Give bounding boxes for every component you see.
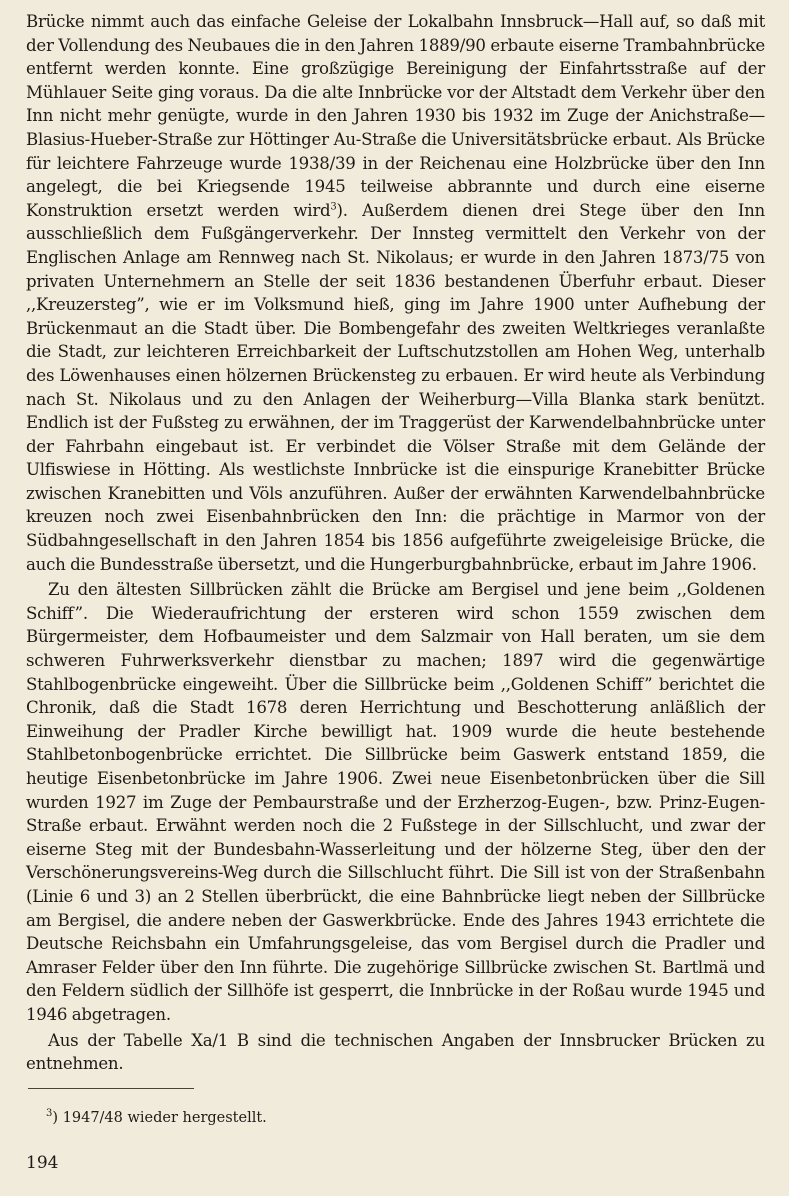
page-number: 194: [26, 1153, 59, 1173]
paragraph-tabelle: Aus der Tabelle Xa/1 B sind die technischen Angaben der Innsbrucker Brücken zu entnehmen.: [26, 1030, 765, 1074]
footnote-mark: 3: [46, 1108, 53, 1120]
footnote: [46, 1108, 267, 1128]
footnote-reference: 3: [330, 201, 337, 213]
paragraph-innbruecken: [26, 10, 765, 576]
paragraph-1-text-before: Brücke nimmt auch das einfache Geleise der Lokalbahn Innsbruck—Hall auf, so daß mit der Vollendung des Neubaues die in den Jahren 1889/90 erbaute eiserne Trambahnbrücke entfernt werden konnte. Eine großzügige Bereinigung der Einfahrtsstraße auf der Mühlauer Seite ging voraus. Da die alte Innbrücke vor der Altstadt dem Verkehr über den Inn nicht mehr genügte, wurde in den Jahren 1930 bis 1932 im Zuge der Anichstraße—Blasius-Hueber-Straße zur Höttinger Au-Straße die Universitätsbrücke erbaut. Als Brücke für leichtere Fahrzeuge wurde 1938/39 in der Reichenau eine Holzbrücke über den Inn angelegt, die bei Kriegsende 1945 teilweise abbrannte und durch eine eiserne Konstruktion ersetzt werden wird: [26, 12, 765, 220]
paragraph-sillbruecken: Zu den ältesten Sillbrücken zählt die Brücke am Bergisel und jene beim ,,Goldenen Schiff”. Die Wiederaufrichtung der ersteren wird schon 1559 zwischen dem Bürgermeister, dem Hofbaumeister und dem Salzmair von Hall beraten, um sie dem schweren Fuhrwerksverkehr dienstbar zu machen; 1897 wird die gegenwärtige Stahlbogenbrücke eingeweiht. Über die Sillbrücke beim ,,Goldenen Schiff” berichtet die Chronik, daß die Stadt 1678 deren Herrichtung und Beschotterung anläßlich der Einweihung der Pradler Kirche bewilligt hat. 1909 wurde die heute bestehende Stahlbetonbogenbrücke errichtet. Die Sillbrücke beim Gaswerk entstand 1859, die heutige Eisenbetonbrücke im Jahre 1906. Zwei neue Eisenbetonbrücken über die Sill wurden 1927 im Zuge der Pembaurstraße und der Erzherzog-Eugen-, bzw. Prinz-Eugen-Straße erbaut. Erwähnt werden noch die 2 Fußstege in der Sillschlucht, und zwar der eiserne Steg mit der Bundesbahn-Wasserleitung und der hölzerne Steg, über den der Verschönerungsvereins-Weg durch die Sillschlucht führt. Die Sill ist von der Straßenbahn (Linie 6 und 3) an 2 Stellen überbrückt, die eine Bahnbrücke liegt neben der Sillbrücke am Bergisel, die andere neben der Gaswerkbrücke. Ende des Jahres 1943 errichtete die Deutsche Reichsbahn ein Umfahrungsgeleise, das vom Bergisel durch die Pradler und Amraser Felder über den Inn führte. Die zugehörige Sillbrücke zwischen St. Bartlmä und den Feldern südlich der Sillhöfe ist gesperrt, die Innbrücke in der Roßau wurde 1945 und 1946 abgetragen.: [26, 580, 765, 1024]
footnote-text: ) 1947/48 wieder hergestellt.: [52, 1110, 267, 1126]
paragraph-1-text-after: ). Außerdem dienen drei Stege über den Inn ausschließlich dem Fußgängerverkehr. Der Innsteg vermittelt den Verkehr von der Englischen Anlage am Rennweg nach St. Nikolaus; er wurde in den Jahren 1873/75 von privaten Unternehmern an Stelle der seit 1836 bestandenen Überfuhr erbaut. Dieser ,,Kreuzersteg”, wie er im Volksmund hieß, ging im Jahre 1900 unter Aufhebung der Brückenmaut an die Stadt über. Die Bombengefahr des zweiten Weltkrieges veranlaßte die Stadt, zur leichteren Erreichbarkeit der Luftschutzstollen am Hohen Weg, unterhalb des Löwenhauses einen hölzernen Brückensteg zu erbauen. Er wird heute als Verbindung nach St. Nikolaus und zu den Anlagen der Weiherburg—Villa Blanka stark benützt. Endlich ist der Fußsteg zu erwähnen, der im Traggerüst der Karwendelbahnbrücke unter der Fahrbahn eingebaut ist. Er verbindet die Völser Straße mit dem Gelände der Ulfiswiese in Hötting. Als westlichste Innbrücke ist die einspurige Kranebitter Brücke zwischen Kranebitten und Völs anzuführen. Außer der erwähnten Karwendelbahnbrücke kreuzen noch zwei Eisenbahnbrücken den Inn: die prächtige in Marmor von der Südbahngesellschaft in den Jahren 1854 bis 1856 aufgeführte zweigeleisige Brücke, die auch die Bundesstraße übersetzt, und die Hungerburgbahnbrücke, erbaut im Jahre 1906.: [26, 200, 765, 574]
footnote-divider: [28, 1088, 194, 1089]
